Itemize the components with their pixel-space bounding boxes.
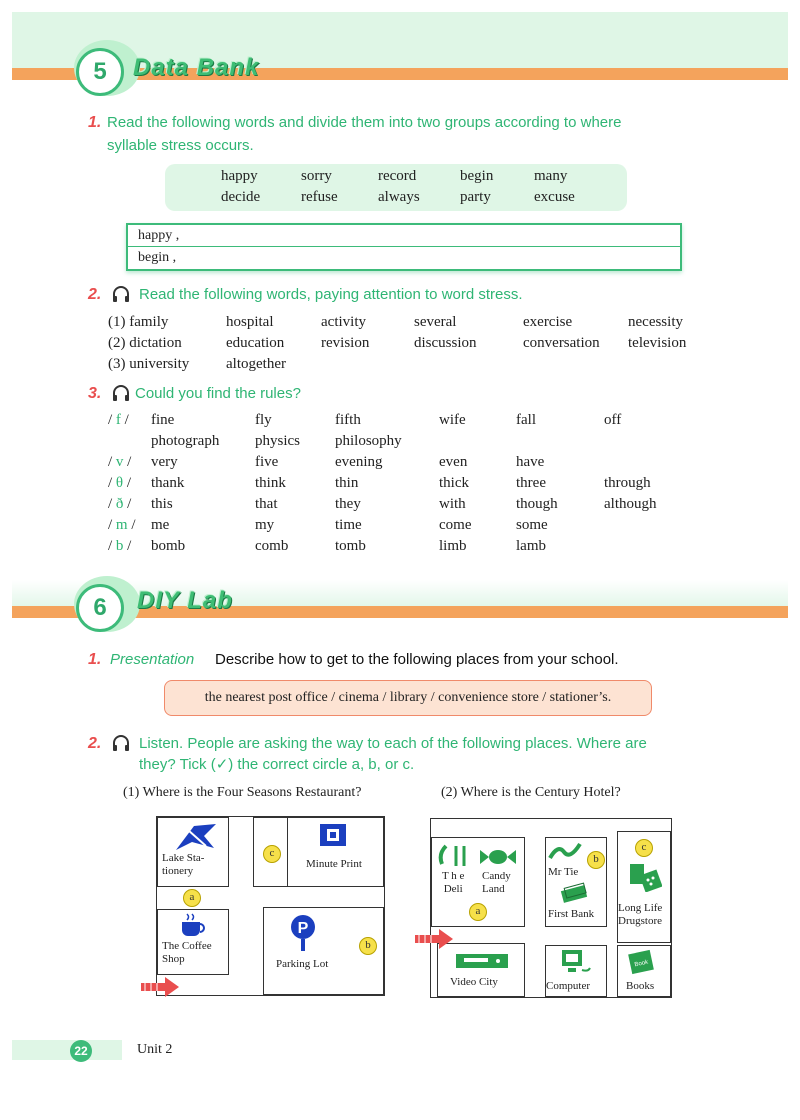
phoneme-word: that — [255, 496, 278, 512]
lab2-text-line1: Listen. People are asking the way to each of the following places. Where are — [139, 735, 647, 752]
vcr-icon — [454, 950, 510, 970]
parking-lot-label: Parking Lot — [276, 958, 329, 970]
map1-circle-b[interactable]: b — [359, 937, 377, 955]
word-item: many — [534, 168, 568, 184]
phoneme-word: my — [255, 517, 275, 533]
page-number: 22 — [70, 1040, 92, 1062]
phoneme-v: v — [115, 454, 124, 470]
unit-label: Unit 2 — [137, 1042, 173, 1057]
phoneme-word: tomb — [335, 538, 366, 554]
q3-text: Could you find the rules? — [135, 385, 301, 402]
drugstore-icon — [628, 862, 662, 892]
phoneme-word: limb — [439, 538, 467, 554]
coffee-cup-icon — [178, 912, 208, 938]
stationery-icon — [174, 822, 218, 852]
phoneme-word: me — [151, 517, 170, 533]
map-four-seasons — [156, 816, 385, 996]
map2-circle-c[interactable]: c — [635, 839, 653, 857]
phoneme-word: wife — [439, 412, 466, 428]
map2-circle-b[interactable]: b — [587, 851, 605, 869]
phoneme-symbol: / b / — [108, 538, 132, 554]
headphones-icon[interactable] — [111, 734, 131, 754]
phoneme-word: thank — [151, 475, 185, 491]
phoneme-word: have — [516, 454, 545, 470]
q2-text: Read the following words, paying attention to word stress. — [139, 286, 523, 303]
phoneme-eth: ð — [115, 496, 124, 512]
section6-number: 6 — [76, 584, 124, 632]
phoneme-word: photograph — [151, 433, 220, 449]
phoneme-word: through — [604, 475, 651, 491]
phoneme-word: with — [439, 496, 466, 512]
stress-word: hospital — [226, 314, 274, 330]
stress-word: television — [628, 335, 687, 351]
word-item: always — [378, 189, 420, 205]
phoneme-word: evening — [335, 454, 383, 470]
stress-word: altogether — [226, 356, 286, 372]
phoneme-word: five — [255, 454, 279, 470]
map2-circle-a[interactable]: a — [469, 903, 487, 921]
lab2-number: 2. — [88, 735, 102, 752]
coffee-shop-block — [157, 909, 229, 975]
mr-tie-label: Mr Tie — [548, 866, 579, 878]
phoneme-symbol: / f / — [108, 412, 129, 428]
print-icon — [318, 822, 348, 848]
stress-word: several — [414, 314, 457, 330]
stress-word: (1) family — [108, 314, 169, 330]
phoneme-word: come — [439, 517, 472, 533]
map1-question: (1) Where is the Four Seasons Restaurant? — [123, 785, 362, 800]
presentation-box: the nearest post office / cinema / library / convenience store / stationer’s. — [164, 680, 652, 716]
books-block — [617, 945, 671, 997]
red-arrow-icon — [415, 929, 455, 949]
phoneme-word: lamb — [516, 538, 546, 554]
computer-label: Computer — [546, 980, 590, 992]
q2-number: 2. — [88, 286, 102, 303]
map2-question: (2) Where is the Century Hotel? — [441, 785, 621, 800]
phoneme-word: very — [151, 454, 178, 470]
phoneme-word: thick — [439, 475, 469, 491]
word-item: refuse — [301, 189, 338, 205]
stress-word: necessity — [628, 314, 683, 330]
phoneme-word: although — [604, 496, 657, 512]
phoneme-word: comb — [255, 538, 289, 554]
section6-title: DIY Lab — [137, 587, 233, 614]
phoneme-word: even — [439, 454, 468, 470]
candy-land-label: Candy Land — [482, 870, 511, 895]
books-label: Books — [626, 980, 655, 992]
deli-label: T h e Deli — [442, 870, 465, 895]
candy-icon — [480, 848, 516, 866]
lake-stationery-block — [157, 817, 229, 887]
footer-bar — [12, 1040, 122, 1060]
phoneme-theta: θ — [115, 475, 124, 491]
phoneme-symbol: / θ / — [108, 475, 132, 491]
phoneme-word: bomb — [151, 538, 186, 554]
lake-stationery-label: Lake Sta- tionery — [162, 852, 205, 877]
q1-number: 1. — [88, 114, 102, 131]
book-icon — [626, 948, 658, 976]
section5-title: Data Bank — [133, 54, 260, 81]
video-city-label: Video City — [450, 976, 498, 988]
section5-number: 5 — [76, 48, 124, 96]
stress-word: activity — [321, 314, 366, 330]
phoneme-word: thin — [335, 475, 359, 491]
computer-icon — [558, 948, 594, 976]
phoneme-symbol: / m / — [108, 517, 136, 533]
stress-word: exercise — [523, 314, 573, 330]
phoneme-symbol: / ð / — [108, 496, 132, 512]
first-bank-label: First Bank — [548, 908, 595, 920]
book-sign-text: Book — [634, 959, 649, 969]
word-item: party — [460, 189, 491, 205]
headphones-icon[interactable] — [111, 384, 131, 404]
word-item: record — [378, 168, 417, 184]
phoneme-m: m — [115, 517, 128, 533]
map-century-hotel — [430, 818, 672, 998]
phoneme-word: some — [516, 517, 548, 533]
long-life-label: Long Life Drugstore — [618, 902, 663, 927]
lab1-text: Describe how to get to the following places from your school. — [215, 651, 619, 668]
word-item: excuse — [534, 189, 575, 205]
q1-text-line1: Read the following words and divide them into two groups according to where — [107, 114, 622, 131]
stress-word: revision — [321, 335, 370, 351]
coffee-shop-label: The Coffee Shop — [162, 940, 212, 965]
phoneme-word: time — [335, 517, 362, 533]
phoneme-word: physics — [255, 433, 300, 449]
svg-text:P: P — [297, 920, 309, 937]
word-item: decide — [221, 189, 261, 205]
phoneme-word: they — [335, 496, 361, 512]
stress-word: education — [226, 335, 285, 351]
tie-icon — [548, 840, 582, 862]
money-icon — [560, 882, 590, 904]
phoneme-f: f — [115, 412, 121, 428]
word-item: sorry — [301, 168, 332, 184]
minute-print-block — [287, 817, 384, 887]
answer-row-2[interactable]: begin , — [128, 246, 680, 268]
phoneme-b: b — [115, 538, 124, 554]
map1-circle-c[interactable]: c — [263, 845, 281, 863]
phoneme-word: this — [151, 496, 173, 512]
lab2-text-line2: they? Tick (✓) the correct circle a, b, or c. — [139, 756, 415, 773]
map1-circle-a[interactable]: a — [183, 889, 201, 907]
red-arrow-icon — [141, 977, 181, 997]
answer-row-1[interactable]: happy , — [138, 228, 180, 243]
lab1-number: 1. — [88, 651, 102, 668]
word-item: begin — [460, 168, 494, 184]
minute-print-label: Minute Print — [306, 858, 362, 870]
phoneme-word: fine — [151, 412, 175, 428]
stress-word: discussion — [414, 335, 477, 351]
stress-word: (2) dictation — [108, 335, 182, 351]
parking-sign-icon — [288, 914, 318, 952]
headphones-icon[interactable] — [111, 285, 131, 305]
phoneme-word: fly — [255, 412, 272, 428]
q1-text-line2: syllable stress occurs. — [107, 137, 254, 154]
phoneme-word: three — [516, 475, 546, 491]
lab1-label: Presentation — [110, 651, 195, 668]
phoneme-word: though — [516, 496, 558, 512]
phoneme-word: fall — [516, 412, 536, 428]
phoneme-word: philosophy — [335, 433, 402, 449]
stress-word: conversation — [523, 335, 600, 351]
phoneme-word: off — [604, 412, 622, 428]
word-item: happy — [221, 168, 258, 184]
computer-block — [545, 945, 607, 997]
stress-word: (3) university — [108, 356, 190, 372]
video-city-block — [437, 943, 525, 997]
phoneme-word: think — [255, 475, 286, 491]
phoneme-word: fifth — [335, 412, 361, 428]
answer-table[interactable] — [126, 223, 682, 271]
deli-icon — [436, 842, 472, 868]
phoneme-symbol: / v / — [108, 454, 132, 470]
q3-number: 3. — [88, 385, 102, 402]
